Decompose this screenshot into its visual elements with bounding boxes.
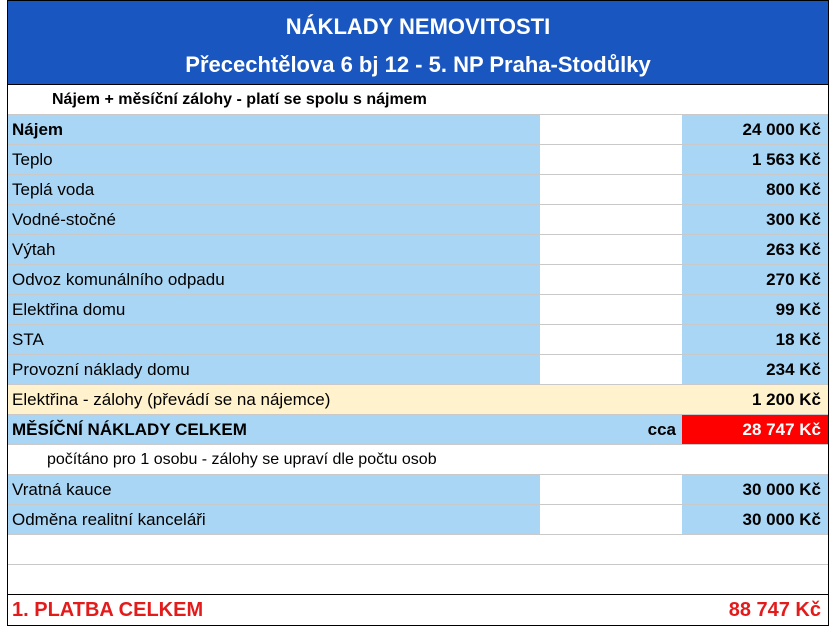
first-payment-value: 88 747 Kč [728, 599, 821, 621]
item-value: 263 Kč [766, 240, 821, 259]
table-row [7, 235, 829, 265]
item-label: Elektřina domu [12, 300, 126, 319]
cell[interactable] [682, 235, 829, 264]
cell[interactable] [540, 265, 682, 294]
cell[interactable] [7, 175, 540, 204]
approx-label: cca [647, 420, 676, 439]
cell[interactable] [7, 325, 540, 354]
item-value: 270 Kč [766, 270, 821, 289]
cell[interactable] [7, 85, 540, 114]
table-row [7, 175, 829, 205]
cell[interactable] [7, 355, 540, 384]
cell[interactable] [682, 565, 829, 594]
cell[interactable] [682, 145, 829, 174]
cell[interactable] [7, 565, 540, 594]
cell[interactable] [682, 355, 829, 384]
item-value: 300 Kč [766, 210, 821, 229]
subheader-row [7, 85, 829, 115]
cell[interactable] [540, 295, 682, 324]
item-label: Teplá voda [12, 180, 95, 199]
monthly-total-row [7, 415, 829, 445]
table-row [7, 505, 829, 535]
cell[interactable] [540, 205, 682, 234]
item-value: 18 Kč [775, 330, 821, 349]
cell[interactable] [682, 595, 829, 626]
item-value: 24 000 Kč [742, 120, 821, 139]
cell[interactable] [540, 595, 682, 626]
item-label: Elektřina - zálohy (převádí se na nájemce) [12, 390, 331, 409]
table-row [7, 145, 829, 175]
item-value: 30 000 Kč [742, 510, 821, 529]
item-value: 99 Kč [775, 300, 821, 319]
first-payment-row [7, 595, 829, 626]
cell[interactable] [682, 265, 829, 294]
cell[interactable] [682, 85, 829, 114]
empty-row [7, 565, 829, 595]
cell[interactable] [7, 235, 540, 264]
item-label: Odměna realitní kanceláři [12, 510, 206, 529]
cell[interactable] [540, 415, 682, 444]
item-value: 30 000 Kč [742, 480, 821, 499]
cell[interactable] [540, 505, 682, 534]
cell[interactable] [682, 175, 829, 204]
cell[interactable] [682, 475, 829, 504]
table-row [7, 385, 829, 415]
cell[interactable] [682, 445, 829, 474]
cell[interactable] [540, 445, 682, 474]
cell[interactable] [540, 535, 682, 564]
cell[interactable] [540, 115, 682, 144]
item-label: Odvoz komunálního odpadu [12, 270, 225, 289]
cell[interactable] [682, 325, 829, 354]
cell[interactable] [540, 235, 682, 264]
cell[interactable] [682, 205, 829, 234]
item-label: Výtah [12, 240, 56, 259]
cell[interactable] [7, 505, 540, 534]
note-row [7, 445, 829, 475]
page-title: NÁKLADY NEMOVITOSTI [285, 14, 551, 39]
cell[interactable] [540, 475, 682, 504]
cell[interactable] [7, 145, 540, 174]
item-value: 1 563 Kč [752, 150, 821, 169]
first-payment-label: 1. PLATBA CELKEM [12, 599, 204, 621]
empty-row [7, 535, 829, 565]
cell[interactable] [7, 595, 540, 626]
table-row [7, 265, 829, 295]
monthly-total-label: MĚSÍČNÍ NÁKLADY CELKEM [12, 420, 247, 439]
item-label: Nájem [12, 120, 64, 139]
item-label: Vratná kauce [12, 480, 112, 499]
cell[interactable] [682, 115, 829, 144]
cell[interactable] [7, 115, 540, 144]
cell[interactable] [7, 265, 540, 294]
item-label: Provozní náklady domu [12, 360, 190, 379]
cell[interactable] [540, 85, 682, 114]
cell[interactable] [682, 385, 829, 414]
subheader-text: Nájem + měsíční zálohy - platí se spolu s nájmem [52, 91, 427, 108]
cell[interactable] [540, 325, 682, 354]
item-value: 234 Kč [766, 360, 821, 379]
cell[interactable] [682, 295, 829, 324]
monthly-total-value: 28 747 Kč [742, 420, 821, 439]
cell[interactable] [540, 355, 682, 384]
item-label: STA [12, 330, 44, 349]
cell[interactable] [7, 415, 540, 444]
page-subtitle: Přecechtělova 6 bj 12 - 5. NP Praha-Stodůlky [185, 52, 651, 77]
note-text: počítáno pro 1 osobu - zálohy se upraví dle počtu osob [47, 451, 437, 468]
cell[interactable] [7, 475, 540, 504]
item-value: 800 Kč [766, 180, 821, 199]
cell[interactable] [540, 175, 682, 204]
table-row [7, 295, 829, 325]
header-block [7, 0, 829, 85]
cell[interactable] [540, 565, 682, 594]
table-row [7, 325, 829, 355]
table-row [7, 115, 829, 145]
cell[interactable] [682, 505, 829, 534]
cell[interactable] [682, 535, 829, 564]
item-label: Vodné-stočné [12, 210, 116, 229]
table-row [7, 475, 829, 505]
cell[interactable] [7, 445, 540, 474]
cell[interactable] [7, 535, 540, 564]
cell[interactable] [7, 385, 540, 414]
table-row [7, 355, 829, 385]
table-row [7, 205, 829, 235]
cell[interactable] [7, 205, 540, 234]
cell[interactable] [682, 415, 829, 444]
item-label: Teplo [12, 150, 53, 169]
cell[interactable] [7, 295, 540, 324]
item-value: 1 200 Kč [752, 390, 821, 409]
cell[interactable] [540, 145, 682, 174]
cell[interactable] [540, 385, 682, 414]
